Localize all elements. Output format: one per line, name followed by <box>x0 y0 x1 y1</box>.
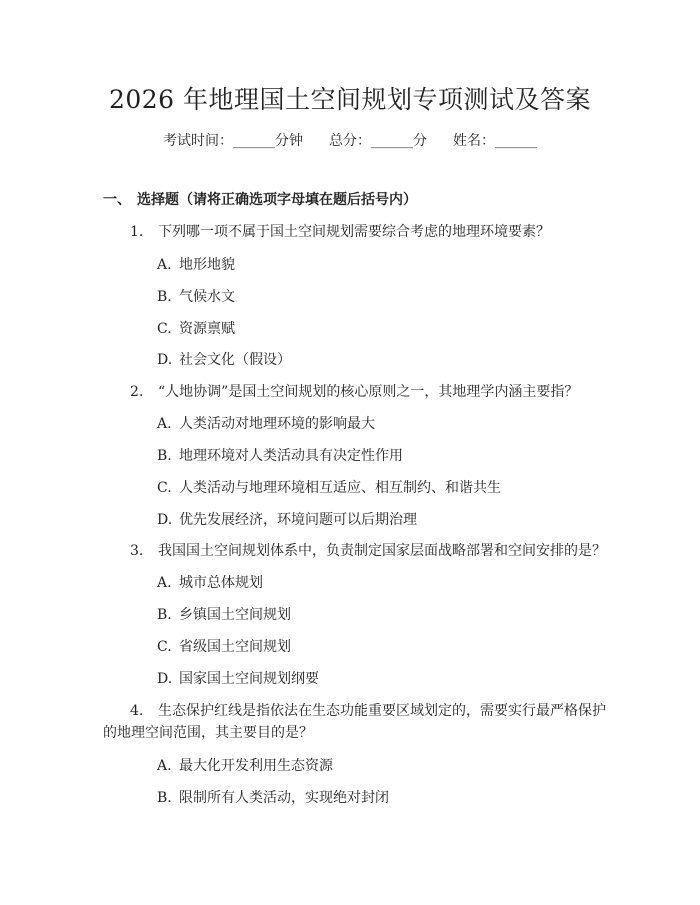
answer-option <box>157 605 291 625</box>
option-letter: C. <box>157 480 172 496</box>
option-letter: C. <box>157 321 172 337</box>
question-text: “人地协调”是国土空间规划的核心原则之一，其地理学内涵主要指？ <box>158 384 579 400</box>
option-text: 城市总体规划 <box>179 575 263 591</box>
question-text: 生态保护红线是指依法在生态功能重要区域划定的，需要实行最严格保护 <box>158 703 606 719</box>
exam-time-field: 考试时间：______分钟 <box>163 133 303 149</box>
answer-option <box>157 287 235 307</box>
answer-option <box>157 255 235 275</box>
option-text: 优先发展经济，环境问题可以后期治理 <box>179 512 417 528</box>
answer-option <box>157 478 501 498</box>
question-text: 下列哪一项不属于国土空间规划需要综合考虑的地理环境要素？ <box>158 224 550 240</box>
answer-option <box>157 669 319 689</box>
answer-option <box>157 414 375 434</box>
exam-info-row <box>0 131 700 151</box>
question-number: 3. <box>130 543 144 559</box>
section-label: 选择题（请将正确选项字母填在题后括号内） <box>137 192 417 208</box>
answer-option <box>157 573 263 593</box>
option-letter: B. <box>157 607 172 623</box>
option-letter: A. <box>157 416 172 432</box>
option-letter: A. <box>157 257 172 273</box>
question-number: 1. <box>130 224 144 240</box>
option-letter: D. <box>157 512 173 528</box>
question-text: 我国国土空间规划体系中，负责制定国家层面战略部署和空间安排的是？ <box>158 543 606 559</box>
answer-option <box>157 788 389 808</box>
answer-option <box>157 446 403 466</box>
option-text: 国家国土空间规划纲要 <box>179 671 319 687</box>
answer-option <box>157 510 417 530</box>
option-letter: B. <box>157 289 172 305</box>
answer-option <box>157 350 291 370</box>
question-number: 4. <box>130 703 144 719</box>
option-text: 社会文化（假设） <box>179 352 291 368</box>
section-number: 一、 <box>103 192 131 208</box>
option-text: 省级国土空间规划 <box>179 639 291 655</box>
option-letter: D. <box>157 671 173 687</box>
option-letter: D. <box>157 352 173 368</box>
question-text-continued: 的地理空间范围，其主要目的是？ <box>103 725 313 741</box>
total-score-field: 总分：______分 <box>329 133 427 149</box>
option-text: 人类活动对地理环境的影响最大 <box>179 416 375 432</box>
option-text: 地形地貌 <box>179 257 235 273</box>
section-heading <box>103 190 417 210</box>
option-text: 气候水文 <box>179 289 235 305</box>
answer-option <box>157 637 291 657</box>
option-text: 最大化开发利用生态资源 <box>179 758 333 774</box>
answer-option <box>157 756 333 776</box>
option-letter: A. <box>157 575 172 591</box>
question-number: 2. <box>130 384 144 400</box>
student-name-field: 姓名：______ <box>453 133 537 149</box>
option-text: 人类活动与地理环境相互适应、相互制约、和谐共生 <box>179 480 501 496</box>
option-text: 限制所有人类活动，实现绝对封闭 <box>179 790 389 806</box>
option-letter: C. <box>157 639 172 655</box>
option-letter: A. <box>157 758 172 774</box>
option-text: 资源禀赋 <box>179 321 235 337</box>
option-text: 地理环境对人类活动具有决定性作用 <box>179 448 403 464</box>
option-letter: B. <box>157 790 172 806</box>
document-title: 2026 年地理国土空间规划专项测试及答案 <box>108 85 592 114</box>
option-text: 乡镇国土空间规划 <box>179 607 291 623</box>
answer-option <box>157 319 235 339</box>
option-letter: B. <box>157 448 172 464</box>
